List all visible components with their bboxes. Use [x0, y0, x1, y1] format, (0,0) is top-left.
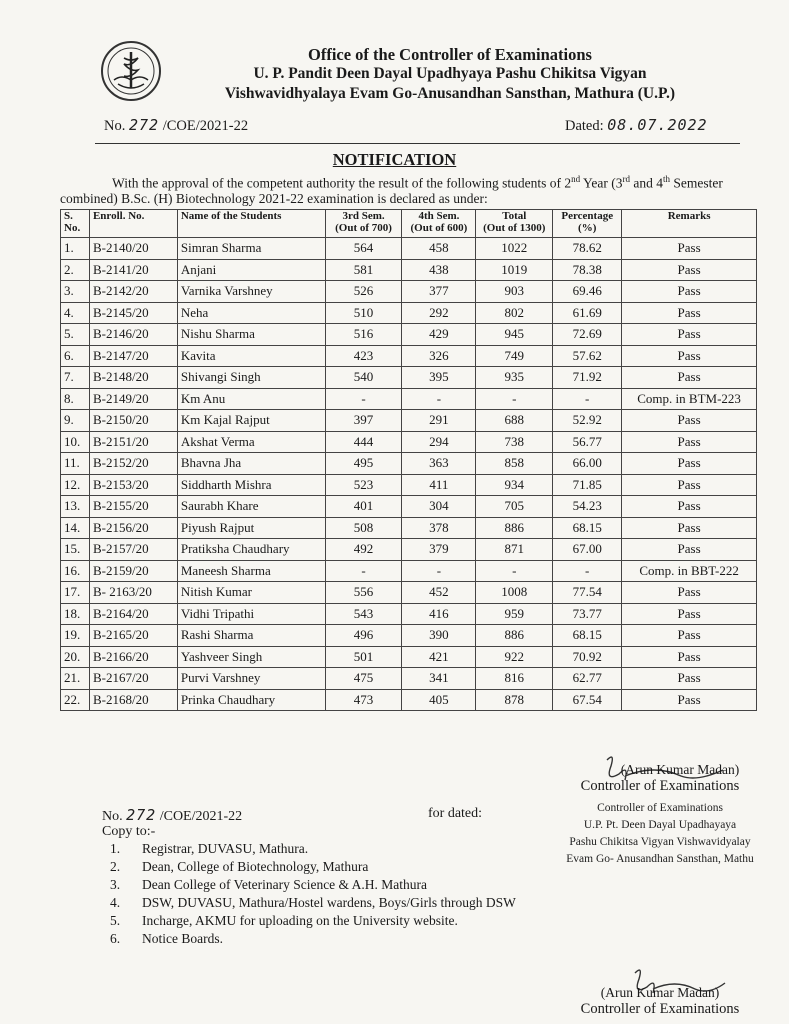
handwritten-number: 272	[128, 116, 160, 134]
cell-sno: 20.	[61, 646, 90, 668]
cell-remarks: Pass	[622, 324, 757, 346]
cell-sem3: 492	[325, 539, 402, 561]
cell-enroll: B-2150/20	[89, 410, 177, 432]
cell-enroll: B-2156/20	[89, 517, 177, 539]
cell-enroll: B-2147/20	[89, 345, 177, 367]
table-row	[61, 281, 757, 303]
list-item-number: 4.	[110, 895, 121, 910]
cell-name: Km Kajal Rajput	[177, 410, 325, 432]
cell-total: 688	[476, 410, 553, 432]
cell-name: Shivangi Singh	[177, 367, 325, 389]
table-row	[61, 431, 757, 453]
cell-percentage: 61.69	[553, 302, 622, 324]
cell-total: 934	[476, 474, 553, 496]
cell-percentage: 69.46	[553, 281, 622, 303]
cell-sem3: 543	[325, 603, 402, 625]
cell-sno: 17.	[61, 582, 90, 604]
list-item	[110, 894, 590, 912]
cell-sno: 10.	[61, 431, 90, 453]
cell-name: Neha	[177, 302, 325, 324]
cell-name: Anjani	[177, 259, 325, 281]
list-item-text: DSW, DUVASU, Mathura/Hostel wardens, Boys/Girls through DSW	[142, 895, 516, 910]
cell-enroll: B-2157/20	[89, 539, 177, 561]
cell-enroll: B-2140/20	[89, 238, 177, 260]
cell-enroll: B- 2163/20	[89, 582, 177, 604]
list-item	[110, 930, 590, 948]
cell-sem3: 526	[325, 281, 402, 303]
reference-number: No. 272 /COE/2021-22	[104, 116, 249, 134]
cell-sem4: 390	[402, 625, 476, 647]
cell-name: Yashveer Singh	[177, 646, 325, 668]
cell-sem3: 581	[325, 259, 402, 281]
cell-sem4: 458	[402, 238, 476, 260]
cell-enroll: B-2167/20	[89, 668, 177, 690]
cell-enroll: B-2148/20	[89, 367, 177, 389]
cell-sno: 11.	[61, 453, 90, 475]
reference-date: Dated: 08.07.2022	[565, 116, 708, 134]
cell-name: Akshat Verma	[177, 431, 325, 453]
cell-sem4: 405	[402, 689, 476, 711]
cell-sno: 18.	[61, 603, 90, 625]
cell-sem4: 395	[402, 367, 476, 389]
cell-remarks: Pass	[622, 281, 757, 303]
cell-percentage: -	[553, 560, 622, 582]
header-office: Office of the Controller of Examinations	[308, 45, 592, 64]
cell-remarks: Pass	[622, 496, 757, 518]
cell-total: 738	[476, 431, 553, 453]
cell-name: Prinka Chaudhary	[177, 689, 325, 711]
cell-remarks: Pass	[622, 668, 757, 690]
copy-for-dated: for dated:	[428, 806, 483, 821]
cell-sem3: 540	[325, 367, 402, 389]
cell-total: 858	[476, 453, 553, 475]
header-sem3: 3rd Sem. (Out of 700)	[325, 210, 402, 238]
cell-percentage: 68.15	[553, 625, 622, 647]
cell-sem3: 501	[325, 646, 402, 668]
handwritten-date: 08.07.2022	[607, 116, 708, 134]
cell-total: 1022	[476, 238, 553, 260]
list-item-number: 2.	[110, 859, 121, 874]
cell-sem3: 510	[325, 302, 402, 324]
list-item-number: 6.	[110, 931, 121, 946]
cell-name: Piyush Rajput	[177, 517, 325, 539]
cell-total: 705	[476, 496, 553, 518]
cell-total: 816	[476, 668, 553, 690]
list-item-number: 3.	[110, 877, 121, 892]
cell-name: Rashi Sharma	[177, 625, 325, 647]
notification-intro: With the approval of the competent authority the result of the following students of 2nd Year (3rd and 4th Semester combined) B.Sc. (H) Biotechnology 2021-22 examination is declared as under:	[60, 174, 723, 206]
signature-block-1	[545, 762, 775, 795]
cell-sem3: 495	[325, 453, 402, 475]
official-stamp: Controller of Examinations U.P. Pt. Deen Dayal Upadhayaya Pashu Chikitsa Vigyan Vishwavidyalay Evam Go- Anusandhan Sansthan, Mathu	[566, 802, 754, 865]
cell-name: Varnika Varshney	[177, 281, 325, 303]
table-row	[61, 668, 757, 690]
cell-name: Maneesh Sharma	[177, 560, 325, 582]
cell-sem3: -	[325, 560, 402, 582]
cell-percentage: 70.92	[553, 646, 622, 668]
table-row	[61, 560, 757, 582]
cell-sem3: 496	[325, 625, 402, 647]
cell-total: 903	[476, 281, 553, 303]
table-row	[61, 367, 757, 389]
cell-remarks: Pass	[622, 367, 757, 389]
cell-sem3: 473	[325, 689, 402, 711]
cell-total: 871	[476, 539, 553, 561]
cell-sno: 16.	[61, 560, 90, 582]
list-item	[110, 840, 590, 858]
cell-enroll: B-2168/20	[89, 689, 177, 711]
cell-name: Purvi Varshney	[177, 668, 325, 690]
cell-name: Siddharth Mishra	[177, 474, 325, 496]
cell-total: 802	[476, 302, 553, 324]
cell-sno: 13.	[61, 496, 90, 518]
cell-remarks: Pass	[622, 453, 757, 475]
cell-enroll: B-2142/20	[89, 281, 177, 303]
cell-name: Nishu Sharma	[177, 324, 325, 346]
cell-total: 878	[476, 689, 553, 711]
cell-remarks: Pass	[622, 646, 757, 668]
signatory-name: (Arun Kumar Madan)	[620, 762, 740, 777]
cell-remarks: Pass	[622, 539, 757, 561]
cell-sno: 4.	[61, 302, 90, 324]
cell-total: -	[476, 388, 553, 410]
cell-enroll: B-2149/20	[89, 388, 177, 410]
cell-enroll: B-2151/20	[89, 431, 177, 453]
cell-enroll: B-2164/20	[89, 603, 177, 625]
header-remarks: Remarks	[622, 210, 757, 238]
cell-sem3: -	[325, 388, 402, 410]
cell-sem4: 363	[402, 453, 476, 475]
table-row	[61, 453, 757, 475]
cell-sem4: 379	[402, 539, 476, 561]
cell-name: Pratiksha Chaudhary	[177, 539, 325, 561]
table-row	[61, 345, 757, 367]
cell-remarks: Pass	[622, 582, 757, 604]
cell-total: 945	[476, 324, 553, 346]
cell-total: 886	[476, 625, 553, 647]
cell-percentage: 72.69	[553, 324, 622, 346]
header-university-line2: Vishwavidhyalaya Evam Go-Anusandhan Sansthan, Mathura (U.P.)	[224, 85, 676, 102]
cell-remarks: Comp. in BTM-223	[622, 388, 757, 410]
cell-name: Bhavna Jha	[177, 453, 325, 475]
cell-sno: 19.	[61, 625, 90, 647]
list-item	[110, 858, 590, 876]
table-row	[61, 539, 757, 561]
cell-sno: 8.	[61, 388, 90, 410]
cell-enroll: B-2153/20	[89, 474, 177, 496]
header-enroll: Enroll. No.	[89, 210, 177, 238]
cell-sem4: -	[402, 560, 476, 582]
cell-enroll: B-2146/20	[89, 324, 177, 346]
header-total: Total (Out of 1300)	[476, 210, 553, 238]
cell-sem3: 564	[325, 238, 402, 260]
cell-percentage: 57.62	[553, 345, 622, 367]
cell-sem4: 294	[402, 431, 476, 453]
cell-sno: 22.	[61, 689, 90, 711]
cell-sem4: 416	[402, 603, 476, 625]
cell-percentage: 77.54	[553, 582, 622, 604]
list-item-text: Dean College of Veterinary Science & A.H. Mathura	[142, 877, 428, 892]
cell-total: -	[476, 560, 553, 582]
table-row	[61, 388, 757, 410]
cell-remarks: Comp. in BBT-222	[622, 560, 757, 582]
list-item-text: Notice Boards.	[142, 931, 223, 946]
cell-sem4: 304	[402, 496, 476, 518]
cell-remarks: Pass	[622, 689, 757, 711]
copy-to-label: Copy to:-	[102, 824, 156, 839]
signatory-title-2: Controller of Examinations	[580, 1001, 740, 1017]
cell-total: 935	[476, 367, 553, 389]
cell-percentage: 56.77	[553, 431, 622, 453]
table-row	[61, 689, 757, 711]
handwritten-copy-number: 272	[126, 806, 157, 824]
cell-sno: 2.	[61, 259, 90, 281]
table-header-row	[61, 210, 757, 238]
cell-sem4: 421	[402, 646, 476, 668]
cell-percentage: 67.00	[553, 539, 622, 561]
list-item-number: 1.	[110, 841, 121, 856]
cell-sem3: 401	[325, 496, 402, 518]
cell-enroll: B-2165/20	[89, 625, 177, 647]
cell-sem4: 452	[402, 582, 476, 604]
cell-sem3: 523	[325, 474, 402, 496]
cell-sem4: 411	[402, 474, 476, 496]
list-item-text: Dean, College of Biotechnology, Mathura	[142, 859, 369, 874]
cell-sno: 7.	[61, 367, 90, 389]
table-row	[61, 496, 757, 518]
table-row	[61, 302, 757, 324]
cell-percentage: 52.92	[553, 410, 622, 432]
table-row	[61, 517, 757, 539]
cell-sno: 9.	[61, 410, 90, 432]
cell-name: Simran Sharma	[177, 238, 325, 260]
cell-name: Vidhi Tripathi	[177, 603, 325, 625]
cell-name: Saurabh Khare	[177, 496, 325, 518]
cell-remarks: Pass	[622, 603, 757, 625]
cell-sem4: 326	[402, 345, 476, 367]
cell-remarks: Pass	[622, 259, 757, 281]
cell-percentage: -	[553, 388, 622, 410]
signatory-name-2: (Arun Kumar Madan)	[600, 985, 720, 1000]
cell-enroll: B-2141/20	[89, 259, 177, 281]
cell-sno: 6.	[61, 345, 90, 367]
cell-remarks: Pass	[622, 410, 757, 432]
cell-sem4: 377	[402, 281, 476, 303]
header-sem4: 4th Sem. (Out of 600)	[402, 210, 476, 238]
cell-percentage: 71.85	[553, 474, 622, 496]
cell-sno: 15.	[61, 539, 90, 561]
cell-remarks: Pass	[622, 517, 757, 539]
copy-reference-number: No. 272 /COE/2021-22	[102, 806, 243, 824]
cell-enroll: B-2152/20	[89, 453, 177, 475]
list-item-number: 5.	[110, 913, 121, 928]
divider	[95, 143, 740, 144]
table-row	[61, 410, 757, 432]
cell-sno: 21.	[61, 668, 90, 690]
cell-total: 749	[476, 345, 553, 367]
cell-percentage: 62.77	[553, 668, 622, 690]
cell-percentage: 68.15	[553, 517, 622, 539]
table-row	[61, 625, 757, 647]
cell-sem4: 291	[402, 410, 476, 432]
cell-sno: 1.	[61, 238, 90, 260]
cell-sem4: 378	[402, 517, 476, 539]
cell-total: 886	[476, 517, 553, 539]
signature-block-2	[545, 985, 775, 1018]
cell-sno: 14.	[61, 517, 90, 539]
cell-remarks: Pass	[622, 431, 757, 453]
cell-enroll: B-2145/20	[89, 302, 177, 324]
list-item-text: Incharge, AKMU for uploading on the University website.	[142, 913, 458, 928]
cell-total: 1008	[476, 582, 553, 604]
cell-percentage: 66.00	[553, 453, 622, 475]
cell-percentage: 73.77	[553, 603, 622, 625]
cell-total: 1019	[476, 259, 553, 281]
list-item	[110, 876, 590, 894]
list-item	[110, 912, 590, 930]
table-row	[61, 603, 757, 625]
cell-sem3: 516	[325, 324, 402, 346]
cell-total: 959	[476, 603, 553, 625]
cell-name: Kavita	[177, 345, 325, 367]
table-row	[61, 238, 757, 260]
cell-sem4: 429	[402, 324, 476, 346]
cell-sem3: 556	[325, 582, 402, 604]
cell-percentage: 54.23	[553, 496, 622, 518]
copy-recipient-list	[110, 840, 590, 948]
cell-sem4: 292	[402, 302, 476, 324]
table-row	[61, 474, 757, 496]
cell-percentage: 78.62	[553, 238, 622, 260]
cell-sno: 3.	[61, 281, 90, 303]
cell-remarks: Pass	[622, 238, 757, 260]
cell-sem4: 438	[402, 259, 476, 281]
cell-enroll: B-2159/20	[89, 560, 177, 582]
cell-remarks: Pass	[622, 345, 757, 367]
cell-remarks: Pass	[622, 302, 757, 324]
cell-percentage: 67.54	[553, 689, 622, 711]
cell-enroll: B-2155/20	[89, 496, 177, 518]
cell-remarks: Pass	[622, 474, 757, 496]
cell-sem3: 423	[325, 345, 402, 367]
cell-name: Km Anu	[177, 388, 325, 410]
table-row	[61, 582, 757, 604]
table-row	[61, 646, 757, 668]
cell-sem4: 341	[402, 668, 476, 690]
header-university-line1: U. P. Pandit Deen Dayal Upadhyaya Pashu Chikitsa Vigyan	[253, 65, 647, 82]
cell-sno: 5.	[61, 324, 90, 346]
cell-percentage: 78.38	[553, 259, 622, 281]
header-name: Name of the Students	[177, 210, 325, 238]
cell-sno: 12.	[61, 474, 90, 496]
cell-sem3: 475	[325, 668, 402, 690]
list-item-text: Registrar, DUVASU, Mathura.	[142, 841, 309, 856]
cell-enroll: B-2166/20	[89, 646, 177, 668]
signatory-title: Controller of Examinations	[580, 778, 740, 794]
results-table-body	[61, 238, 757, 711]
cell-name: Nitish Kumar	[177, 582, 325, 604]
notification-title: NOTIFICATION	[332, 150, 457, 169]
cell-sem3: 444	[325, 431, 402, 453]
header-percentage: Percentage (%)	[553, 210, 622, 238]
cell-total: 922	[476, 646, 553, 668]
cell-sem4: -	[402, 388, 476, 410]
cell-remarks: Pass	[622, 625, 757, 647]
cell-sem3: 508	[325, 517, 402, 539]
cell-percentage: 71.92	[553, 367, 622, 389]
header-sno: S. No.	[61, 210, 90, 238]
results-table	[60, 209, 757, 711]
table-row	[61, 324, 757, 346]
table-row	[61, 259, 757, 281]
cell-sem3: 397	[325, 410, 402, 432]
